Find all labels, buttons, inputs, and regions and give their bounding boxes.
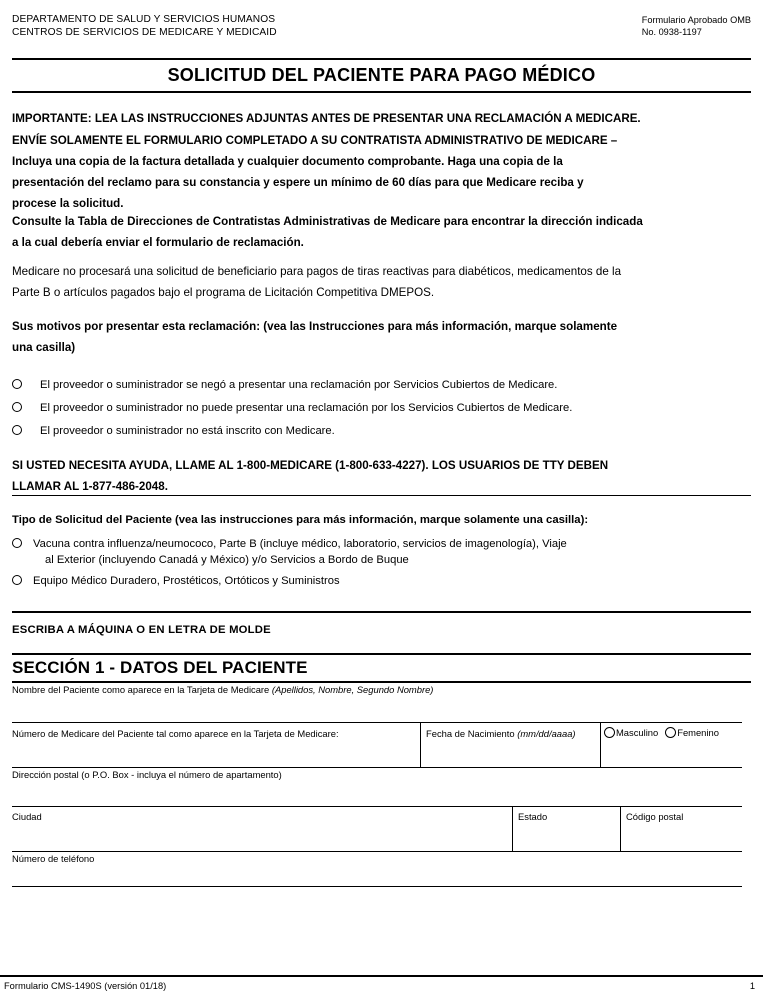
form-divider-dob bbox=[420, 722, 421, 767]
intro-note-block bbox=[12, 261, 751, 303]
city-label: Ciudad bbox=[12, 811, 42, 822]
mailing-address-label: Dirección postal (o P.O. Box - incluya el número de apartamento) bbox=[12, 769, 282, 780]
reasons-option-1-label: El proveedor o suministrador se negó a presentar una reclamación por Servicios Cubiertos de Medicare. bbox=[40, 379, 558, 391]
agency-line-1: DEPARTAMENTO DE SALUD Y SERVICIOS HUMANOS bbox=[12, 14, 276, 25]
date-of-birth-label: Fecha de Nacimiento (mm/dd/aaaa) bbox=[426, 728, 576, 739]
page-title: SOLICITUD DEL PACIENTE PARA PAGO MÉDICO bbox=[167, 65, 596, 85]
reasons-option-3-row[interactable] bbox=[12, 423, 751, 439]
reasons-heading-line-1: Sus motivos por presentar esta reclamación: (vea las Instrucciones para más información, marque solamente bbox=[12, 320, 618, 333]
section1-rule-bottom bbox=[12, 681, 751, 683]
help-line-2: LLAMAR AL 1-877-486-2048. bbox=[12, 480, 168, 493]
intro-table-block bbox=[12, 211, 751, 253]
title-rule-bottom bbox=[12, 91, 751, 93]
section1-rule-top bbox=[12, 653, 751, 655]
omb-line-2: No. 0938-1197 bbox=[641, 27, 702, 37]
table-reference-line-2: a la cual debería enviar el formulario de reclamación. bbox=[12, 236, 304, 249]
form-row-2-top-border bbox=[12, 767, 742, 768]
radio-button-icon[interactable] bbox=[12, 538, 22, 548]
send-body-line-3: procese la solicitud. bbox=[12, 197, 124, 210]
form-divider-zip bbox=[620, 806, 621, 851]
typewrite-rule-top bbox=[12, 611, 751, 613]
reasons-option-1-row[interactable] bbox=[12, 377, 751, 393]
radio-button-icon[interactable] bbox=[12, 402, 22, 412]
help-block bbox=[12, 455, 751, 497]
radio-button-icon[interactable] bbox=[12, 379, 22, 389]
radio-button-icon[interactable] bbox=[12, 575, 22, 585]
request-type-heading: Tipo de Solicitud del Paciente (vea las instrucciones para más información, marque solamente una casilla): bbox=[12, 514, 589, 526]
typewrite-notice: ESCRIBA A MÁQUINA O EN LETRA DE MOLDE bbox=[12, 624, 271, 636]
reasons-heading-line-2: una casilla) bbox=[12, 341, 76, 354]
reasons-option-2-label: El proveedor o suministrador no puede presentar una reclamación por los Servicios Cubiertos de Medicare. bbox=[40, 402, 573, 414]
form-row-4-bottom-border bbox=[12, 886, 742, 887]
send-body-line-2: presentación del reclamo para su constancia y espere un mínimo de 60 días para que Medicare reciba y bbox=[12, 176, 584, 189]
help-line-1: SI USTED NECESITA AYUDA, LLAME AL 1-800-MEDICARE (1-800-633-4227). LOS USUARIOS DE TTY DEBEN bbox=[12, 459, 609, 472]
radio-button-icon[interactable] bbox=[604, 727, 615, 738]
form-row-1-top-border bbox=[12, 722, 742, 723]
page-number: 1 bbox=[749, 981, 755, 991]
omb-line-1: Formulario Aprobado OMB bbox=[641, 15, 751, 25]
form-identifier: Formulario CMS-1490S (versión 01/18) bbox=[4, 981, 167, 991]
reasons-option-2-row[interactable] bbox=[12, 400, 751, 416]
document-header bbox=[12, 13, 751, 39]
agency-name bbox=[12, 13, 277, 39]
request-type-option-1-row[interactable] bbox=[12, 536, 751, 568]
request-type-option-1-line-2: al Exterior (incluyendo Canadá y México) y/o Servicios a Bordo de Buque bbox=[45, 554, 409, 566]
intro-send-block bbox=[12, 130, 751, 214]
title-rule-top bbox=[12, 58, 751, 60]
gender-male-label: Masculino bbox=[616, 727, 659, 738]
note-line-2: Parte B o artículos pagados bajo el programa de Licitación Competitiva DMEPOS. bbox=[12, 286, 435, 299]
request-type-heading-block bbox=[12, 510, 751, 530]
form-divider-gender bbox=[600, 722, 601, 767]
gender-female-label: Femenino bbox=[677, 727, 719, 738]
gender-selector[interactable] bbox=[604, 727, 726, 738]
request-type-option-2-label: Equipo Médico Duradero, Prostéticos, Ortóticos y Suministros bbox=[33, 575, 340, 587]
table-reference-line-1: Consulte la Tabla de Direcciones de Contratistas Administrativas de Medicare para encontrar la dirección indicada bbox=[12, 215, 643, 228]
zip-label: Código postal bbox=[626, 811, 684, 822]
patient-name-label: Nombre del Paciente como aparece en la Tarjeta de Medicare (Apellidos, Nombre, Segundo Nombre) bbox=[12, 684, 434, 695]
reasons-heading bbox=[12, 316, 751, 358]
reasons-option-3-label: El proveedor o suministrador no está inscrito con Medicare. bbox=[40, 425, 335, 437]
send-heading: ENVÍE SOLAMENTE EL FORMULARIO COMPLETADO A SU CONTRATISTA ADMINISTRATIVO DE MEDICARE – bbox=[12, 134, 618, 147]
radio-button-icon[interactable] bbox=[12, 425, 22, 435]
request-type-option-1-line-1: Vacuna contra influenza/neumococo, Parte B (incluye médico, laboratorio, servicios de imagenología), Viaje bbox=[33, 538, 567, 550]
form-row-4-top-border bbox=[12, 851, 742, 852]
intro-important bbox=[12, 108, 751, 129]
send-body-line-1: Incluya una copia de la factura detallada y cualquier documento comprobante. Haga una copia de la bbox=[12, 155, 563, 168]
phone-label: Número de teléfono bbox=[12, 853, 95, 864]
radio-button-icon[interactable] bbox=[665, 727, 676, 738]
footer-rule bbox=[0, 975, 763, 977]
important-notice: IMPORTANTE: LEA LAS INSTRUCCIONES ADJUNTAS ANTES DE PRESENTAR UNA RECLAMACIÓN A MEDICARE. bbox=[12, 112, 641, 125]
medicare-number-label: Número de Medicare del Paciente tal como aparece en la Tarjeta de Medicare: bbox=[12, 728, 339, 739]
request-type-option-2-row[interactable] bbox=[12, 573, 751, 589]
help-separator-rule bbox=[12, 495, 751, 496]
section1-title: SECCIÓN 1 - DATOS DEL PACIENTE bbox=[12, 658, 308, 677]
state-label: Estado bbox=[518, 811, 548, 822]
omb-approval bbox=[642, 13, 751, 38]
agency-line-2: CENTROS DE SERVICIOS DE MEDICARE Y MEDICAID bbox=[12, 27, 277, 38]
note-line-1: Medicare no procesará una solicitud de beneficiario para pagos de tiras reactivas para diabéticos, medicamentos de la bbox=[12, 265, 622, 278]
form-divider-state bbox=[512, 806, 513, 851]
document-footer bbox=[4, 981, 755, 991]
form-row-3-top-border bbox=[12, 806, 742, 807]
